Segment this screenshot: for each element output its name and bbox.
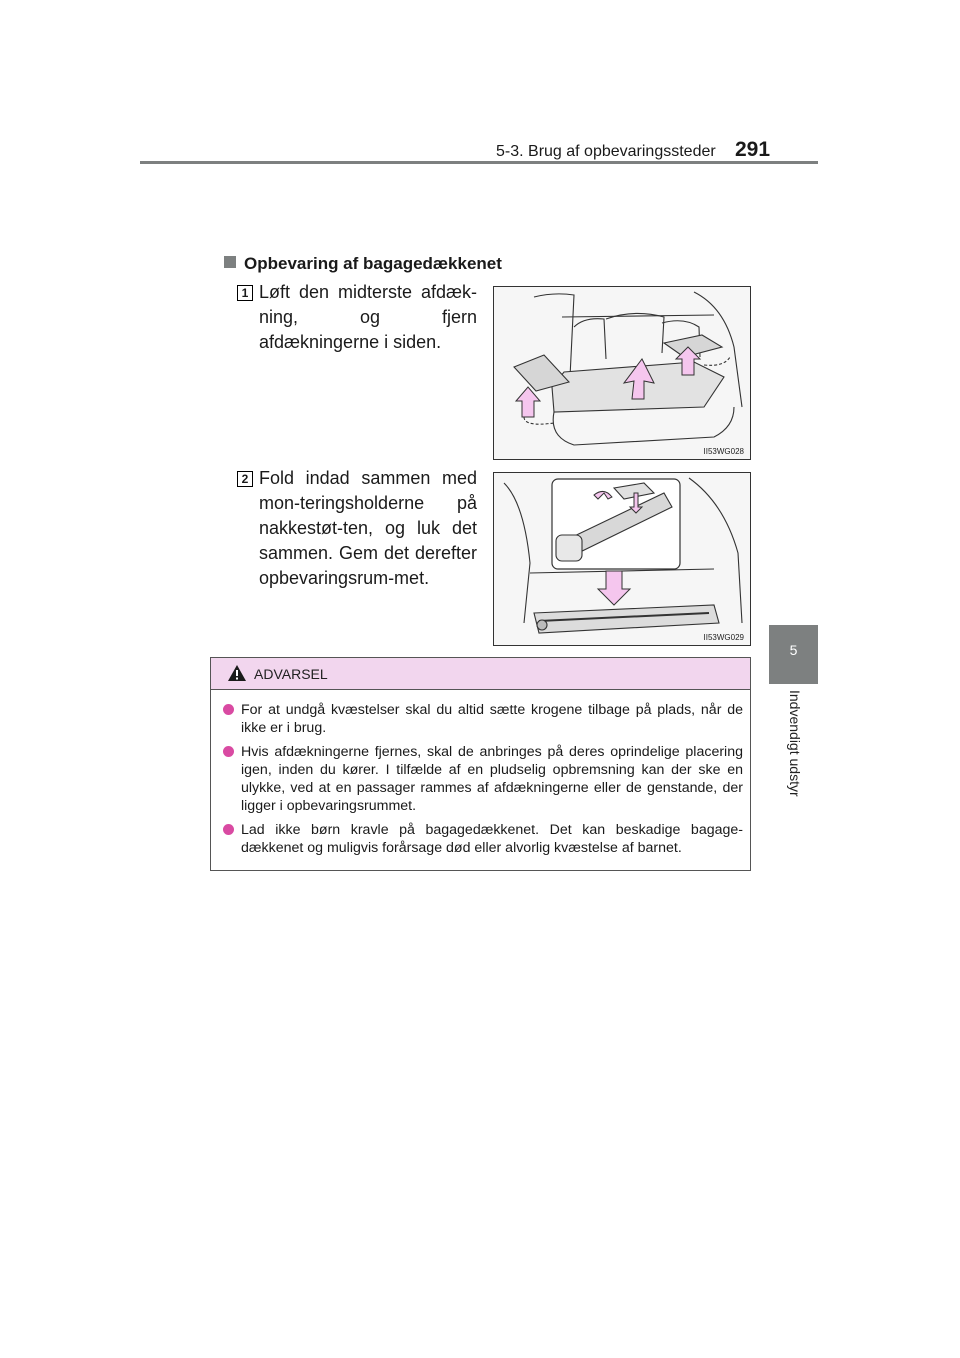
chapter-tab [769, 625, 818, 684]
bullet-dot-icon [223, 746, 234, 757]
square-bullet-icon [224, 256, 236, 268]
figure-code-2: II53WG029 [703, 633, 744, 642]
page-number: 291 [735, 138, 771, 161]
step-2-illustration [493, 472, 751, 646]
chapter-title-vertical [780, 690, 810, 850]
step-text-2: Fold indad sammen med mon-teringsholderne på nakkestøt-ten, og luk det sammen. Gem det derefter opbevaringsrum-met. [259, 468, 477, 588]
step-number-1: 1 [237, 285, 253, 301]
step-1-illustration [493, 286, 751, 460]
warning-item [223, 701, 743, 737]
step-number-2: 2 [237, 471, 253, 487]
header-divider [140, 161, 818, 164]
bullet-dot-icon [223, 824, 234, 835]
warning-label: ADVARSEL [254, 666, 328, 682]
warning-item-text: Lad ikke børn kravle på bagagedækkenet. Det kan beskadige bagage-dækkenet og muligvis forårsage død eller alvorlig kvæstelse af barnet. [241, 822, 743, 856]
cargo-area-open-icon [494, 287, 750, 459]
bullet-dot-icon [223, 704, 234, 715]
warning-box [210, 657, 751, 871]
cargo-cover-stow-icon [494, 473, 750, 645]
warning-list [223, 701, 743, 863]
section-heading [224, 254, 502, 274]
chapter-number: 5 [789, 642, 798, 658]
warning-item [223, 821, 743, 857]
figure-code-1: II53WG028 [703, 447, 744, 456]
warning-header [211, 658, 750, 690]
warning-item-text: Hvis afdækningerne fjernes, skal de anbringes på deres oprindelige placering igen, inden du kører. I tilfælde af en pludselig opbremsning kan der ske en ulykke, ved at en passager rammes af afdækningerne eller de genstande, der ligger i opbevaringsrummet. [241, 744, 743, 814]
chapter-title: Indvendigt udstyr [787, 690, 803, 797]
warning-item [223, 743, 743, 815]
section-title-text: Opbevaring af bagagedækkenet [244, 254, 502, 273]
warning-triangle-icon [227, 664, 247, 682]
step-text-1: Løft den midterste afdæk-ning, og fjern afdækningerne i siden. [259, 282, 477, 352]
header-section-title: 5-3. Brug af opbevaringssteder [496, 143, 716, 160]
warning-item-text: For at undgå kvæstelser skal du altid sætte krogene tilbage på plads, når de ikke er i brug. [241, 702, 743, 736]
